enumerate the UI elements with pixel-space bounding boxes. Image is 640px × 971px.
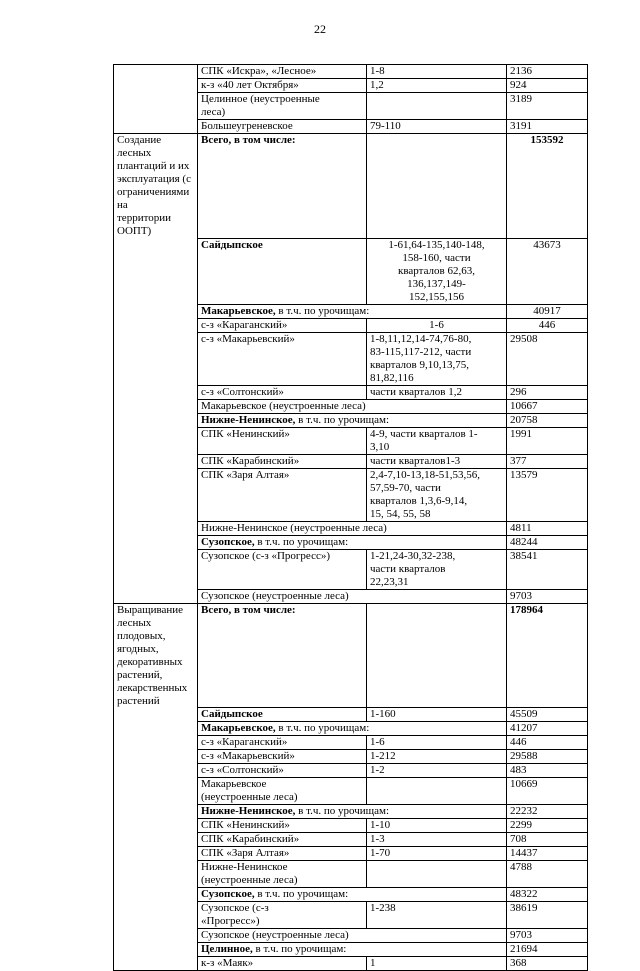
activity-cell	[114, 722, 198, 736]
activity-cell	[114, 778, 198, 805]
table-row	[114, 304, 588, 318]
area-cell: 21694	[507, 943, 588, 957]
table-row	[114, 833, 588, 847]
activity-cell	[114, 238, 198, 304]
activity-cell	[114, 399, 198, 413]
activity-cell	[114, 79, 198, 93]
quarters-cell: 1-70	[367, 847, 507, 861]
location-cell: СПК «Ненинский»	[198, 427, 367, 454]
activity-cell	[114, 943, 198, 957]
area-cell: 10669	[507, 778, 588, 805]
subtotal-label-cell	[198, 805, 507, 819]
table-row	[114, 861, 588, 888]
quarters-cell: 1-8	[367, 65, 507, 79]
subtotal-suffix: в т.ч. по урочищам:	[295, 413, 390, 426]
area-cell: 296	[507, 385, 588, 399]
activity-cell	[114, 549, 198, 589]
area-cell: 38619	[507, 902, 588, 929]
table-row	[114, 65, 588, 79]
activity-cell	[114, 764, 198, 778]
subtotal-label-cell	[198, 535, 507, 549]
table-row	[114, 79, 588, 93]
location-cell: Сузопское (с-з «Прогресс»)	[198, 902, 367, 929]
location-cell: Нижне-Ненинское (неустроенные леса)	[198, 861, 367, 888]
quarters-cell	[367, 861, 507, 888]
area-cell: 22232	[507, 805, 588, 819]
activity-cell	[114, 304, 198, 318]
area-cell: 10667	[507, 399, 588, 413]
area-cell: 4788	[507, 861, 588, 888]
subtotal-label-cell	[198, 304, 507, 318]
quarters-cell: 1-160	[367, 708, 507, 722]
activity-cell	[114, 318, 198, 332]
activity-cell	[114, 535, 198, 549]
table-row	[114, 764, 588, 778]
quarters-cell	[367, 134, 507, 239]
table-row	[114, 468, 588, 521]
quarters-cell: части кварталов 1,2	[367, 385, 507, 399]
location-cell: СПК «Карабинский»	[198, 454, 367, 468]
table-row	[114, 454, 588, 468]
activity-cell	[114, 93, 198, 120]
location-cell: Целинное (неустроенные леса)	[198, 93, 367, 120]
location-cell: Сайдыпское	[198, 708, 367, 722]
area-cell: 40917	[507, 304, 588, 318]
table-row	[114, 902, 588, 929]
subtotal-name: Нижне-Ненинское,	[201, 413, 296, 426]
subtotal-name: Макарьевское,	[201, 304, 276, 317]
page-number: 22	[314, 22, 326, 36]
activity-cell	[114, 120, 198, 134]
table-row	[114, 722, 588, 736]
activity-cell: Выращивание лесных плодовых, ягодных, декоративных растений, лекарственных растений	[114, 603, 198, 708]
area-cell: 9703	[507, 929, 588, 943]
location-cell: Сузопское (неустроенные леса)	[198, 589, 507, 603]
area-cell: 924	[507, 79, 588, 93]
location-cell: СПК «Заря Алтая»	[198, 847, 367, 861]
table-row	[114, 238, 588, 304]
area-cell: 446	[507, 736, 588, 750]
location-cell: с-з «Солтонский»	[198, 385, 367, 399]
activity-cell	[114, 805, 198, 819]
activity-cell	[114, 468, 198, 521]
location-cell: Макарьевское (неустроенные леса)	[198, 399, 507, 413]
table-row	[114, 708, 588, 722]
location-cell: к-з «40 лет Октября»	[198, 79, 367, 93]
quarters-cell: 1-238	[367, 902, 507, 929]
activity-cell	[114, 736, 198, 750]
table-row	[114, 888, 588, 902]
subtotal-name: Макарьевское,	[201, 722, 276, 734]
activity-cell	[114, 888, 198, 902]
table-row	[114, 929, 588, 943]
quarters-cell: 79-110	[367, 120, 507, 134]
area-cell: 368	[507, 957, 588, 971]
subtotal-label-cell	[198, 722, 507, 736]
activity-cell	[114, 957, 198, 971]
subtotal-name: Целинное,	[201, 943, 253, 955]
area-cell: 2136	[507, 65, 588, 79]
activity-cell	[114, 385, 198, 399]
area-cell: 41207	[507, 722, 588, 736]
subtotal-suffix: в т.ч. по урочищам:	[295, 805, 390, 817]
location-cell: СПК «Ненинский»	[198, 819, 367, 833]
subtotal-label-cell	[198, 888, 507, 902]
location-cell: к-з «Маяк»	[198, 957, 367, 971]
quarters-cell: 1-61,64-135,140-148, 158-160, части кварталов 62,63, 136,137,149- 152,155,156	[367, 238, 507, 304]
table-row	[114, 413, 588, 427]
activity-cell	[114, 521, 198, 535]
activity-cell	[114, 427, 198, 454]
table-row	[114, 778, 588, 805]
location-cell: СПК «Искра», «Лесное»	[198, 65, 367, 79]
activity-cell	[114, 750, 198, 764]
area-cell: 377	[507, 454, 588, 468]
location-cell: Нижне-Ненинское (неустроенные леса)	[198, 521, 507, 535]
area-cell: 9703	[507, 589, 588, 603]
quarters-cell	[367, 93, 507, 120]
activity-cell	[114, 589, 198, 603]
activity-cell	[114, 847, 198, 861]
table-row	[114, 120, 588, 134]
table-row	[114, 805, 588, 819]
area-cell: 4811	[507, 521, 588, 535]
area-cell: 48244	[507, 535, 588, 549]
subtotal-label-cell	[198, 943, 507, 957]
location-cell: Макарьевское (неустроенные леса)	[198, 778, 367, 805]
table-row	[114, 943, 588, 957]
subtotal-name: Сузопское,	[201, 535, 255, 548]
location-cell: с-з «Макарьевский»	[198, 332, 367, 385]
activity-cell	[114, 902, 198, 929]
area-cell: 708	[507, 833, 588, 847]
location-cell: Сузопское (неустроенные леса)	[198, 929, 507, 943]
location-cell: СПК «Карабинский»	[198, 833, 367, 847]
location-cell: с-з «Макарьевский»	[198, 750, 367, 764]
quarters-cell: 1-21,24-30,32-238, части кварталов 22,23,31	[367, 549, 507, 589]
table-row	[114, 521, 588, 535]
activity-cell	[114, 929, 198, 943]
table-row	[114, 318, 588, 332]
location-cell: Большеугреневское	[198, 120, 367, 134]
table-row	[114, 134, 588, 239]
table-row	[114, 427, 588, 454]
area-cell: 45509	[507, 708, 588, 722]
subtotal-suffix: в т.ч. по урочищам:	[254, 888, 349, 900]
area-cell: 3189	[507, 93, 588, 120]
area-cell: 13579	[507, 468, 588, 521]
location-cell: Сузопское (с-з «Прогресс»)	[198, 549, 367, 589]
activity-cell	[114, 708, 198, 722]
area-cell: 14437	[507, 847, 588, 861]
quarters-cell	[367, 778, 507, 805]
quarters-cell: 1-8,11,12,14-74,76-80, 83-115,117-212, части кварталов 9,10,13,75, 81,82,116	[367, 332, 507, 385]
table-row	[114, 535, 588, 549]
subtotal-suffix: в т.ч. по урочищам:	[254, 535, 349, 548]
area-cell: 20758	[507, 413, 588, 427]
table-row	[114, 819, 588, 833]
subtotal-name: Нижне-Ненинское,	[201, 805, 296, 817]
area-cell: 29508	[507, 332, 588, 385]
area-cell: 2299	[507, 819, 588, 833]
quarters-cell: 2,4-7,10-13,18-51,53,56, 57,59-70, части кварталов 1,3,6-9,14, 15, 54, 55, 58	[367, 468, 507, 521]
forest-use-table	[113, 64, 588, 971]
activity-cell: Создание лесных плантаций и их эксплуатация (с ограничениями на территории ООПТ)	[114, 134, 198, 239]
table-row	[114, 385, 588, 399]
activity-cell	[114, 819, 198, 833]
activity-cell	[114, 413, 198, 427]
area-cell: 38541	[507, 549, 588, 589]
location-cell: с-з «Солтонский»	[198, 764, 367, 778]
location-cell: с-з «Караганский»	[198, 736, 367, 750]
table-row	[114, 93, 588, 120]
total-label-cell: Всего, в том числе:	[198, 603, 367, 708]
area-cell: 1991	[507, 427, 588, 454]
table-row	[114, 332, 588, 385]
table-row	[114, 750, 588, 764]
table-row	[114, 589, 588, 603]
quarters-cell	[367, 603, 507, 708]
subtotal-suffix: в т.ч. по урочищам:	[275, 304, 370, 317]
total-area-cell: 178964	[507, 603, 588, 708]
area-cell: 3191	[507, 120, 588, 134]
area-cell: 48322	[507, 888, 588, 902]
location-cell: с-з «Караганский»	[198, 318, 367, 332]
quarters-cell: 1	[367, 957, 507, 971]
quarters-cell: 1-10	[367, 819, 507, 833]
activity-cell	[114, 861, 198, 888]
subtotal-suffix: в т.ч. по урочищам:	[275, 722, 370, 734]
activity-cell	[114, 332, 198, 385]
total-label-cell: Всего, в том числе:	[198, 134, 367, 239]
quarters-cell: 1-2	[367, 764, 507, 778]
quarters-cell: 1,2	[367, 79, 507, 93]
area-cell: 29588	[507, 750, 588, 764]
subtotal-suffix: в т.ч. по урочищам:	[252, 943, 347, 955]
total-area-cell: 153592	[507, 134, 588, 239]
area-cell: 446	[507, 318, 588, 332]
table-row	[114, 736, 588, 750]
table-row	[114, 549, 588, 589]
quarters-cell: 1-3	[367, 833, 507, 847]
area-cell: 43673	[507, 238, 588, 304]
subtotal-label-cell	[198, 413, 507, 427]
table-row	[114, 847, 588, 861]
area-cell: 483	[507, 764, 588, 778]
activity-cell	[114, 833, 198, 847]
quarters-cell: части кварталов1-3	[367, 454, 507, 468]
quarters-cell: 1-212	[367, 750, 507, 764]
location-cell: Сайдыпское	[198, 238, 367, 304]
table-row	[114, 603, 588, 708]
quarters-cell: 1-6	[367, 318, 507, 332]
table-row	[114, 399, 588, 413]
quarters-cell: 4-9, части кварталов 1- 3,10	[367, 427, 507, 454]
activity-cell	[114, 65, 198, 79]
subtotal-name: Сузопское,	[201, 888, 255, 900]
location-cell: СПК «Заря Алтая»	[198, 468, 367, 521]
activity-cell	[114, 454, 198, 468]
table-row	[114, 957, 588, 971]
quarters-cell: 1-6	[367, 736, 507, 750]
